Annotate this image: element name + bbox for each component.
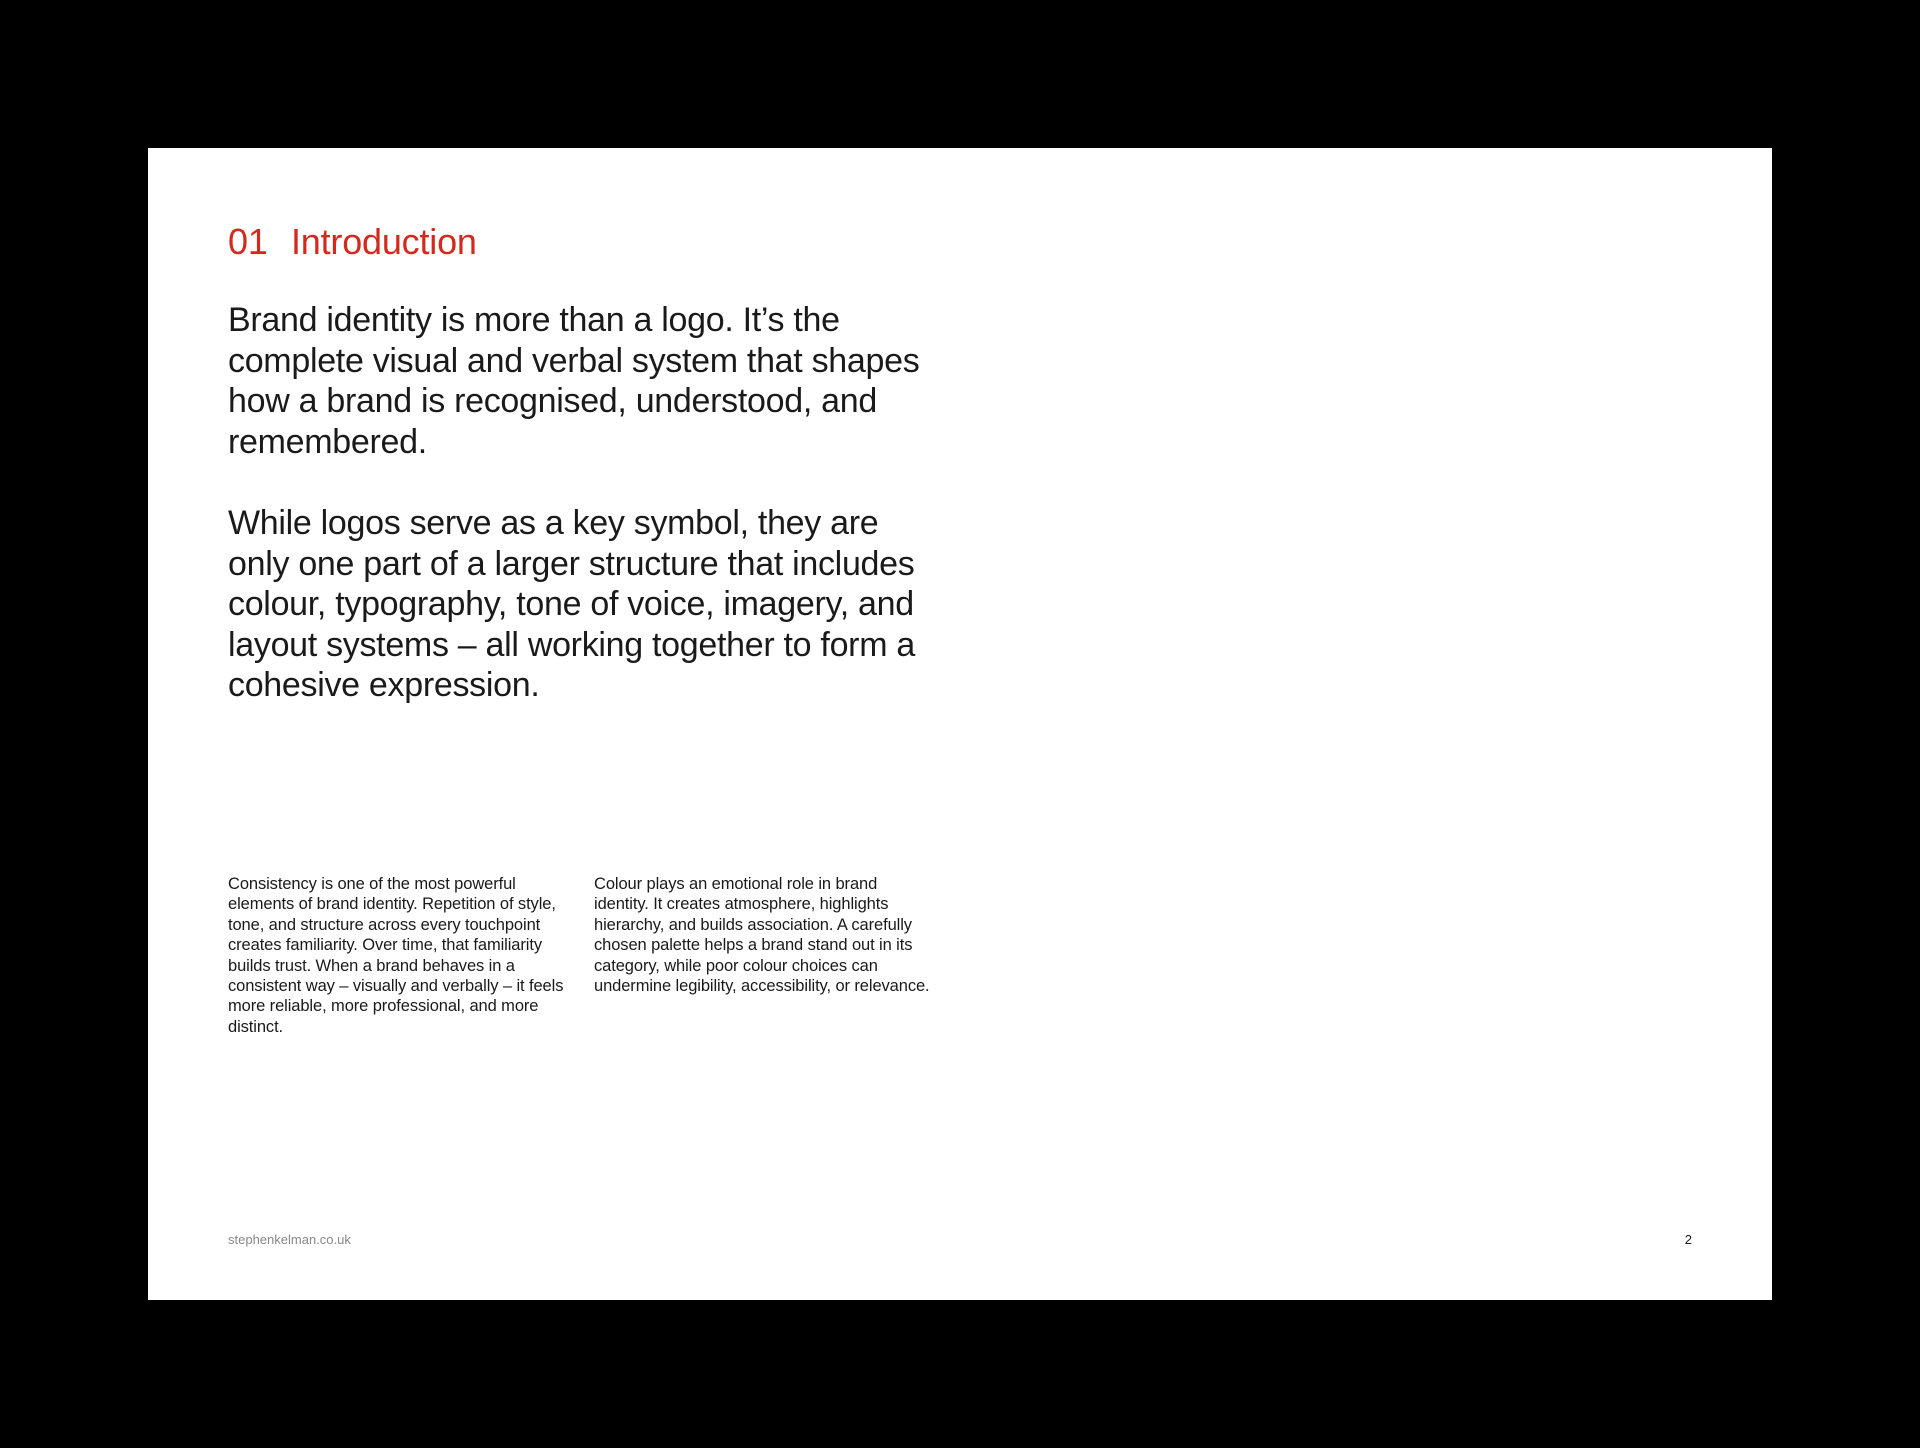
section-number: 01 [228, 221, 268, 262]
lead-paragraph: Brand identity is more than a logo. It’s the complete visual and verbal system that shapes how a brand is recognised, understood, and remembered. [228, 301, 920, 461]
document-page [148, 148, 1772, 1300]
lead-paragraph: While logos serve as a key symbol, they are only one part of a larger structure that includes colour, typography, tone of voice, imagery, and layout systems – all working together to form a cohesive expression. [228, 504, 915, 704]
body-column-colour: Colour plays an emotional role in brand identity. It creates atmosphere, highlights hierarchy, and builds association. A carefully chosen palette helps a brand stand out in its category, while poor colour choices can undermine legibility, accessibility, or relevance. [594, 875, 930, 996]
section-title: Introduction [291, 221, 477, 262]
section-heading [228, 220, 477, 264]
page-number: 2 [1684, 1232, 1692, 1247]
footer-url: stephenkelman.co.uk [228, 1232, 351, 1247]
body-column-consistency: Consistency is one of the most powerful elements of brand identity. Repetition of style, tone, and structure across every touchpoint creates familiarity. Over time, that familiarity builds trust. When a brand behaves in a consistent way – visually and verbally – it feels more reliable, more professional, and more distinct. [228, 875, 564, 1036]
